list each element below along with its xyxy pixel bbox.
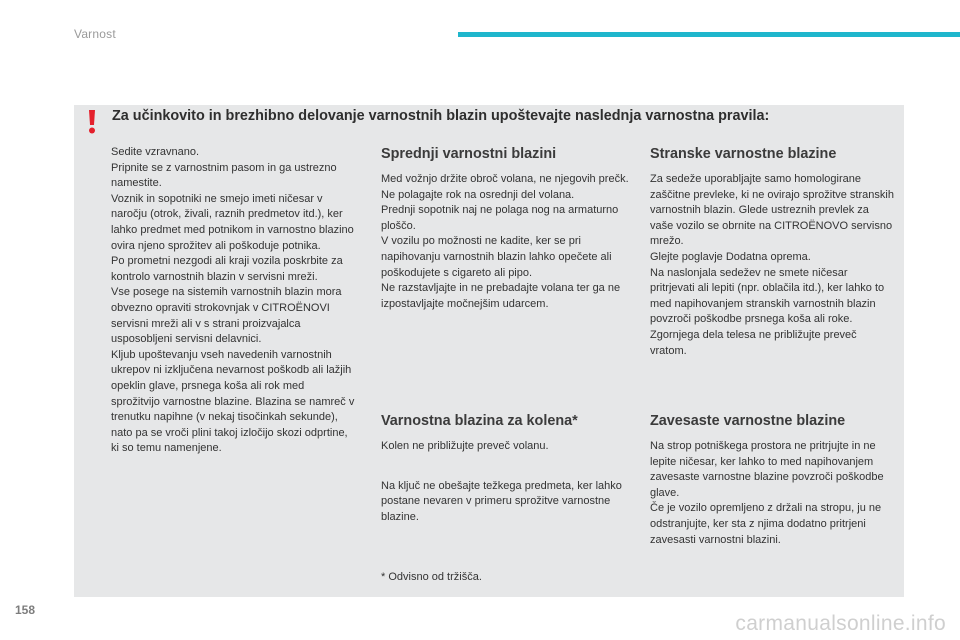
general-rules-column xyxy=(111,145,356,457)
knee-airbag-heading: Varnostna blazina za kolena* xyxy=(381,413,578,429)
footnote: * Odvisno od tržišča. xyxy=(381,571,482,583)
knee-airbag-text: Kolen ne približujte preveč volanu. xyxy=(381,440,549,452)
page-number: 158 xyxy=(15,603,36,617)
watermark: carmanualsonline.info xyxy=(735,612,946,635)
panel-title: Za učinkovito in brezhibno delovanje varnostnih blazin upoštevajte naslednja varnostna pravila: xyxy=(112,108,770,124)
curtain-airbags-text: Na strop potniškega prostora ne pritrjujte in ne lepite ničesar, ker lahko to med napihovanjem zavesaste varnostne blazine povzroči poškodbe glave. Če je vozilo opremljeno z držali na stropu, ju ne odstranjujte, ker sta z njima dodatno pritrjeni zavesasti varnostni blazini. xyxy=(650,440,884,546)
curtain-airbags-section xyxy=(650,412,895,548)
front-airbags-section xyxy=(381,145,631,312)
curtain-airbags-heading: Zavesaste varnostne blazine xyxy=(650,413,846,429)
front-airbags-text: Med vožnjo držite obroč volana, ne njegovih prečk. Ne polagajte rok na osrednji del volana. Prednji sopotnik naj ne polaga nog na armaturno ploščo. V vozilu po možnosti ne kadite, ker se pri napihovanju varnostnih blazin lahko opečete ali poškodujete s cigareto ali pipo. Ne razstavljajte in ne prebadajte volana ter ga ne izpostavljajte močnejšim udarcem. xyxy=(381,173,629,310)
general-rules-text: Sedite vzravnano. Pripnite se z varnostnim pasom in ga ustrezno namestite. Voznik in sopotniki ne smejo imeti ničesar v naročju (otrok, živali, raznih predmetov itd.), ker lahko predmet med potnikom in varnostno blazino ovira njeno sprožitev ali poškoduje potnika. Po prometni nezgodi ali kraji vozila poskrbite za kontrolo varnostnih blazin v servisni mreži. Vse posege na sistemih varnostnih blazin mora obvezno opraviti strokovnjak v CITROËNOVI servisni mreži ali v s strani proizvajalca usposobljeni servisni delavnici. Kljub upoštevanju vseh navedenih varnostnih ukrepov ni izključena nevarnost poškodb ali lažjih opeklin glave, prsnega koša ali rok med sprožitvijo varnostne blazine. Blazina se namreč v trenutku napihne (v nekaj tisočinkah sekunde), nato pa se vroči plini takoj izločijo skozi odprtine, ki so temu namenjene. xyxy=(111,146,355,455)
knee-airbag-note: Na ključ ne obešajte težkega predmeta, ker lahko postane nevaren v primeru sprožitve varnostne blazine. xyxy=(381,479,622,523)
section-label: Varnost xyxy=(74,27,116,41)
header-accent-bar xyxy=(458,32,960,37)
front-airbags-heading: Sprednji varnostni blazini xyxy=(381,146,557,162)
side-airbags-section xyxy=(650,145,895,359)
exclamation-icon xyxy=(86,110,98,134)
knee-airbag-section xyxy=(381,412,631,525)
side-airbags-text: Za sedeže uporabljajte samo homologirane zaščitne prevleke, ki ne ovirajo sprožitve stranskih varnostnih blazin. Glede ustreznih prevlek za vaše vozilo se obrnite na CITROËNOVO servisno mrežo. Glejte poglavje Dodatna oprema. Na naslonjala sedežev ne smete ničesar pritrjevati ali lepiti (npr. oblačila itd.), ker lahko to med napihovanjem stranskih varnostnih blazin povzroči poškodbe prsnega koša ali roke. Zgornjega dela telesa ne približujte preveč vratom. xyxy=(650,173,894,357)
side-airbags-heading: Stranske varnostne blazine xyxy=(650,146,837,162)
